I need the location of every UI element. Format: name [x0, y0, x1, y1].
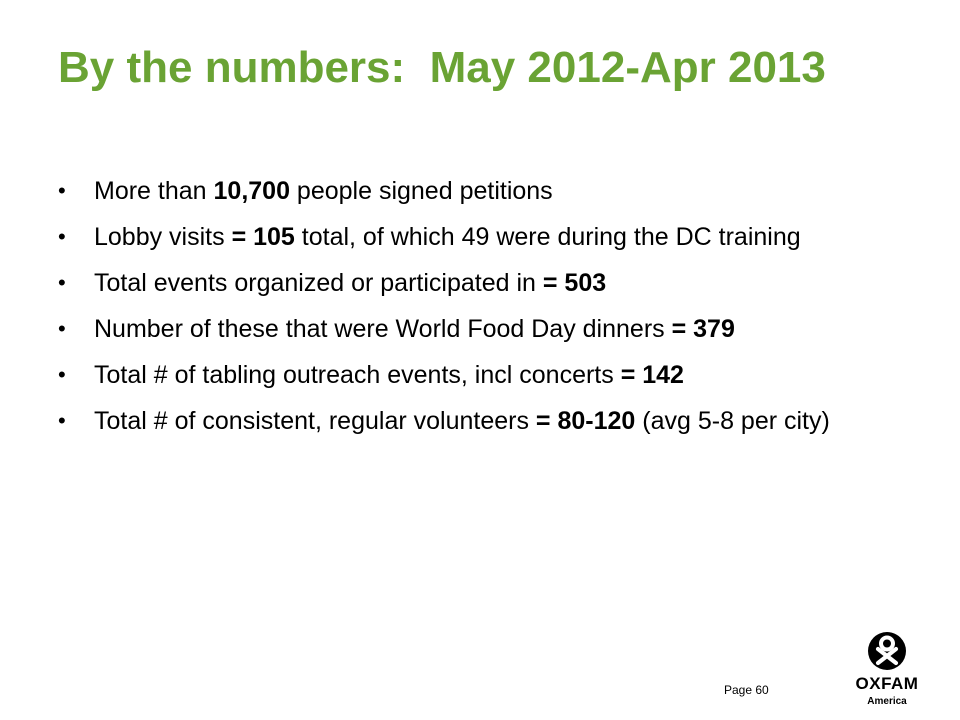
bullet-highlight: = 503 — [542, 269, 607, 297]
oxfam-logo — [852, 628, 922, 712]
page-number: Page 60 — [724, 683, 769, 697]
bullet-text — [94, 269, 606, 297]
bullet-item — [58, 174, 918, 208]
slide-title: By the numbers: May 2012-Apr 2013 — [58, 43, 826, 92]
bullet-segment: total, of which 49 were during the DC training — [294, 223, 801, 251]
bullet-segment: More than — [94, 177, 214, 205]
bullet-highlight: 10,700 — [213, 177, 290, 205]
bullet-list — [58, 174, 918, 450]
bullet-icon: • — [58, 316, 66, 341]
bullet-highlight: = 379 — [671, 315, 735, 343]
bullet-item — [58, 220, 918, 254]
bullet-item — [58, 266, 918, 300]
bullet-item — [58, 404, 918, 438]
bullet-item — [58, 358, 918, 392]
bullet-segment: Lobby visits — [94, 223, 232, 251]
bullet-icon: • — [58, 362, 66, 387]
bullet-highlight: = 105 — [231, 223, 295, 251]
bullet-segment: Total events organized or participated in — [94, 269, 543, 297]
bullet-text — [94, 361, 684, 389]
bullet-text — [94, 223, 801, 251]
logo-wordmark: OXFAM — [855, 674, 919, 693]
bullet-icon: • — [58, 270, 66, 295]
oxfam-logo-icon — [867, 631, 907, 671]
bullet-text — [94, 407, 830, 435]
bullet-segment: Number of these that were World Food Day dinners — [94, 315, 672, 343]
bullet-segment: (avg 5-8 per city) — [635, 407, 830, 435]
bullet-segment: people signed petitions — [289, 177, 553, 205]
logo-subtitle: America — [867, 696, 907, 707]
bullet-highlight: = 80-120 — [535, 407, 636, 435]
bullet-icon: • — [58, 224, 66, 249]
bullet-text — [94, 315, 735, 343]
bullet-icon: • — [58, 178, 66, 203]
bullet-segment: Total # of tabling outreach events, incl concerts — [94, 361, 621, 389]
bullet-icon: • — [58, 408, 66, 433]
bullet-highlight: = 142 — [620, 361, 684, 389]
bullet-item — [58, 312, 918, 346]
bullet-text — [94, 177, 553, 205]
bullet-segment: Total # of consistent, regular volunteers — [94, 407, 536, 435]
